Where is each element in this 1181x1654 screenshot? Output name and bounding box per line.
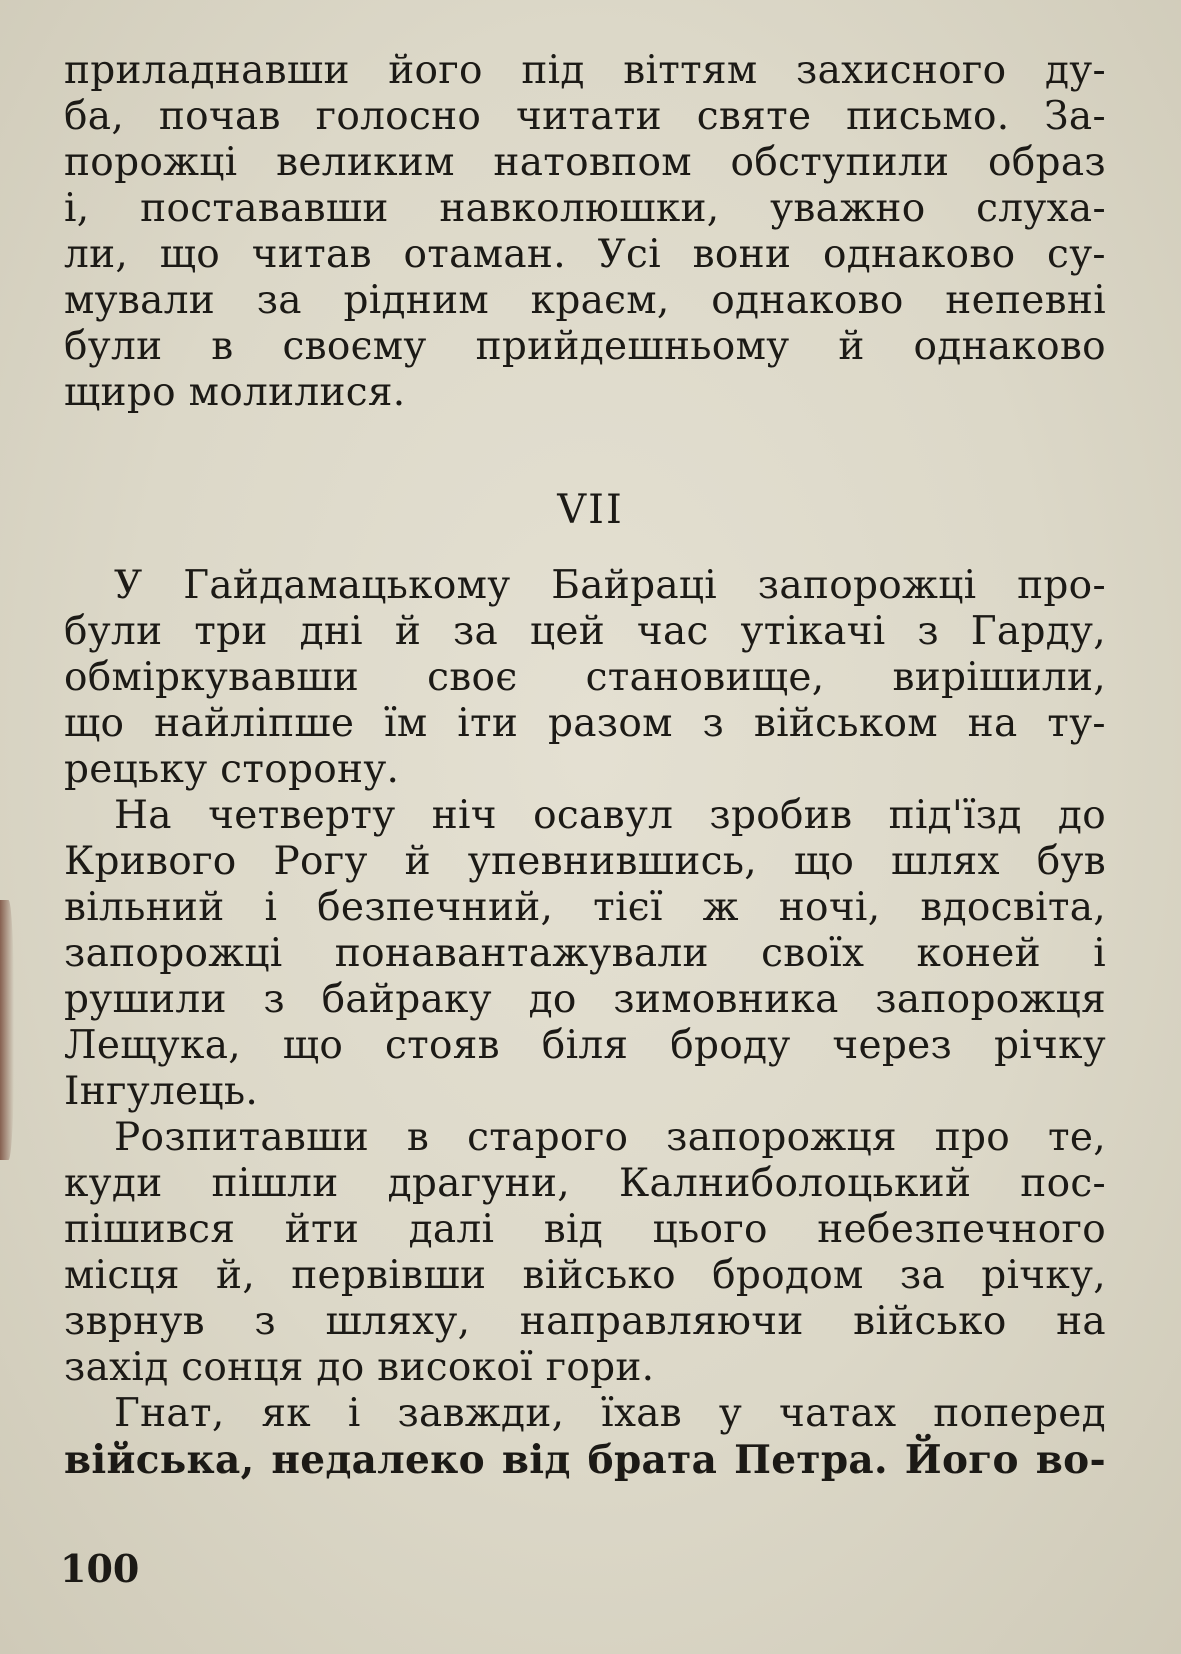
word: Лещука,: [64, 1023, 241, 1068]
word: безпечний,: [317, 885, 554, 930]
word: святе: [696, 94, 812, 139]
word: старого: [467, 1115, 629, 1160]
word: на: [967, 701, 1018, 746]
text-line: щиро молилися.: [64, 370, 406, 415]
word: зробив: [709, 793, 853, 838]
word: віттям: [623, 48, 758, 93]
word: й: [394, 609, 422, 654]
word: Байраці: [551, 563, 718, 608]
word: і: [264, 885, 278, 930]
word: й,: [216, 1253, 256, 1298]
word: своєму: [282, 324, 427, 369]
text-line: [64, 1299, 1106, 1345]
word: вдосвіта,: [920, 885, 1106, 930]
text-line: [64, 1391, 1106, 1437]
word: своє: [427, 655, 518, 700]
word: через: [832, 1023, 953, 1068]
text-line: [64, 48, 1106, 94]
word: до: [1057, 793, 1106, 838]
word: четверту: [208, 793, 396, 838]
word: ба,: [64, 94, 125, 139]
word: великим: [276, 140, 455, 185]
text-line: [64, 1115, 1106, 1161]
word: річку: [993, 1023, 1106, 1068]
word: ду-: [1044, 48, 1106, 93]
text-line: [64, 793, 1106, 839]
word: за: [452, 609, 499, 654]
text-line: [64, 563, 1106, 609]
word: найліпше: [154, 701, 355, 746]
word: За-: [1044, 94, 1106, 139]
word: про-: [1017, 563, 1106, 608]
word: броду: [670, 1023, 791, 1068]
word: з: [917, 609, 939, 654]
word: захисного: [796, 48, 1007, 93]
word: були: [64, 609, 163, 654]
word: первівши: [291, 1253, 487, 1298]
word: що: [793, 839, 855, 884]
word: су-: [1047, 232, 1106, 277]
word: за: [256, 278, 302, 323]
word: іти: [457, 701, 519, 746]
word: ли,: [64, 232, 129, 277]
word: від: [543, 1207, 604, 1252]
word: письмо.: [846, 94, 1010, 139]
text-line: [64, 609, 1106, 655]
word: Петра.: [734, 1437, 888, 1483]
text-line: [64, 324, 1106, 370]
chapter-body: [64, 563, 1106, 1483]
word: зимовника: [613, 977, 839, 1022]
word: голосно: [315, 94, 482, 139]
text-line: [64, 186, 1106, 232]
word: що: [282, 1023, 344, 1068]
word: що: [159, 232, 221, 277]
word: за: [899, 1253, 946, 1298]
word: пос-: [1020, 1161, 1106, 1206]
word: однаково: [913, 324, 1106, 369]
word: шлях: [891, 839, 1000, 884]
word: і,: [64, 186, 90, 231]
word: на: [1056, 1299, 1106, 1344]
word: до: [528, 977, 577, 1022]
text-line: [64, 1253, 1106, 1299]
word: завжди,: [397, 1391, 565, 1436]
word: війська,: [64, 1437, 255, 1483]
text-line: [64, 94, 1106, 140]
word: їхав: [601, 1391, 683, 1436]
word: брата: [587, 1437, 718, 1483]
word: разом: [547, 701, 673, 746]
text-line: [64, 655, 1106, 701]
word: як: [261, 1391, 311, 1436]
word: Гарду,: [970, 609, 1106, 654]
word: ту-: [1047, 701, 1106, 746]
word: зврнув: [64, 1299, 205, 1344]
word: непевні: [945, 278, 1106, 323]
word: На: [114, 793, 172, 838]
word: краєм,: [530, 278, 670, 323]
word: дні: [299, 609, 363, 654]
word: пішли: [211, 1161, 339, 1206]
text-line: [64, 1023, 1106, 1069]
text-line: [64, 140, 1106, 186]
word: запорожці: [757, 563, 977, 608]
word: пішився: [64, 1207, 236, 1252]
word: рушили: [64, 977, 227, 1022]
word: і: [1093, 931, 1106, 976]
word: річку,: [981, 1253, 1106, 1298]
word: час: [636, 609, 709, 654]
word: тієї: [593, 885, 663, 930]
word: у: [718, 1391, 743, 1436]
word: бродом: [712, 1253, 864, 1298]
word: далі: [408, 1207, 495, 1252]
word: від: [501, 1437, 571, 1483]
word: понавантажували: [334, 931, 709, 976]
word: запорожці: [64, 931, 283, 976]
word: Усі: [597, 232, 661, 277]
word: навколюшки,: [439, 186, 720, 231]
word: був: [1036, 839, 1106, 884]
word: Гнат,: [114, 1391, 225, 1436]
word: постававши: [140, 186, 389, 231]
word: образ: [988, 140, 1106, 185]
word: ніч: [431, 793, 497, 838]
word: в: [211, 324, 234, 369]
word: уважно: [770, 186, 926, 231]
word: обміркувавши: [64, 655, 360, 700]
word: драгуни,: [387, 1161, 570, 1206]
word: обступили: [730, 140, 950, 185]
word: байраку: [321, 977, 492, 1022]
word: направляючи: [519, 1299, 804, 1344]
word: коней: [916, 931, 1041, 976]
word: його: [388, 48, 483, 93]
word: в: [406, 1115, 430, 1160]
text-line: [64, 1207, 1106, 1253]
word: натовпом: [493, 140, 692, 185]
text-line: [64, 839, 1106, 885]
text-line: [64, 232, 1106, 278]
word: прийдешньому: [475, 324, 790, 369]
word: запорожця: [875, 977, 1106, 1022]
text-line: [64, 278, 1106, 324]
word: чатах: [779, 1391, 897, 1436]
word: Гайдамацькому: [183, 563, 511, 608]
page-edge-shadow: [0, 900, 14, 1160]
word: осавул: [533, 793, 674, 838]
word: утікачі: [740, 609, 886, 654]
word: Розпитавши: [114, 1115, 370, 1160]
word: небезпечного: [817, 1207, 1106, 1252]
word: ночі,: [778, 885, 881, 930]
word: становище,: [585, 655, 825, 700]
word: те,: [1048, 1115, 1106, 1160]
text-line: [64, 931, 1106, 977]
word: три: [194, 609, 268, 654]
word: поперед: [933, 1391, 1106, 1436]
word: порожці: [64, 140, 238, 185]
word: були: [64, 324, 163, 369]
word: ж: [702, 885, 739, 930]
word: цього: [652, 1207, 768, 1252]
word: біля: [541, 1023, 629, 1068]
text-line: рецьку сторону.: [64, 747, 400, 792]
word: шляху,: [325, 1299, 471, 1344]
text-line: [64, 885, 1106, 931]
word: йти: [284, 1207, 360, 1252]
word: читати: [515, 94, 662, 139]
word: і: [347, 1391, 361, 1436]
word: з: [702, 701, 725, 746]
text-line: захід сонця до високої гори.: [64, 1345, 655, 1390]
word: стояв: [384, 1023, 500, 1068]
text-line: [64, 701, 1106, 747]
word: під: [521, 48, 585, 93]
word: своїх: [761, 931, 865, 976]
word: військо: [522, 1253, 676, 1298]
word: рідним: [343, 278, 490, 323]
word: вільний: [64, 885, 225, 930]
word: У: [114, 563, 143, 608]
word: упевнившись,: [467, 839, 757, 884]
word: приладнавши: [64, 48, 350, 93]
word: однаково: [711, 278, 904, 323]
text-line: [64, 1437, 1106, 1483]
word: отаман.: [403, 232, 566, 277]
word: Рогу: [273, 839, 368, 884]
top-paragraph: [64, 48, 1106, 416]
text-line: Інгулець.: [64, 1069, 259, 1114]
word: з: [263, 977, 285, 1022]
word: й: [838, 324, 865, 369]
chapter-title: VII: [557, 487, 624, 533]
word: Його: [904, 1437, 1019, 1483]
word: вирішили,: [892, 655, 1106, 700]
word: однаково: [822, 232, 1016, 277]
word: запорожця: [666, 1115, 897, 1160]
text-line: [64, 1161, 1106, 1207]
word: цей: [529, 609, 606, 654]
word: читав: [251, 232, 372, 277]
word: мували: [64, 278, 216, 323]
word: Калниболоцький: [618, 1161, 972, 1206]
word: куди: [64, 1161, 163, 1206]
word: про: [934, 1115, 1011, 1160]
word: Кривого: [64, 839, 237, 884]
word: вони: [692, 232, 792, 277]
text-line: [64, 977, 1106, 1023]
word: військо: [853, 1299, 1007, 1344]
word: що: [64, 701, 125, 746]
word: недалеко: [271, 1437, 485, 1483]
word: й: [404, 839, 431, 884]
word: во-: [1035, 1437, 1106, 1483]
word: місця: [64, 1253, 180, 1298]
word: їм: [384, 701, 428, 746]
word: під'їзд: [888, 793, 1022, 838]
page-number: 100: [60, 1546, 140, 1591]
word: почав: [158, 94, 281, 139]
word: слуха-: [976, 186, 1106, 231]
word: військом: [753, 701, 938, 746]
word: з: [254, 1299, 276, 1344]
